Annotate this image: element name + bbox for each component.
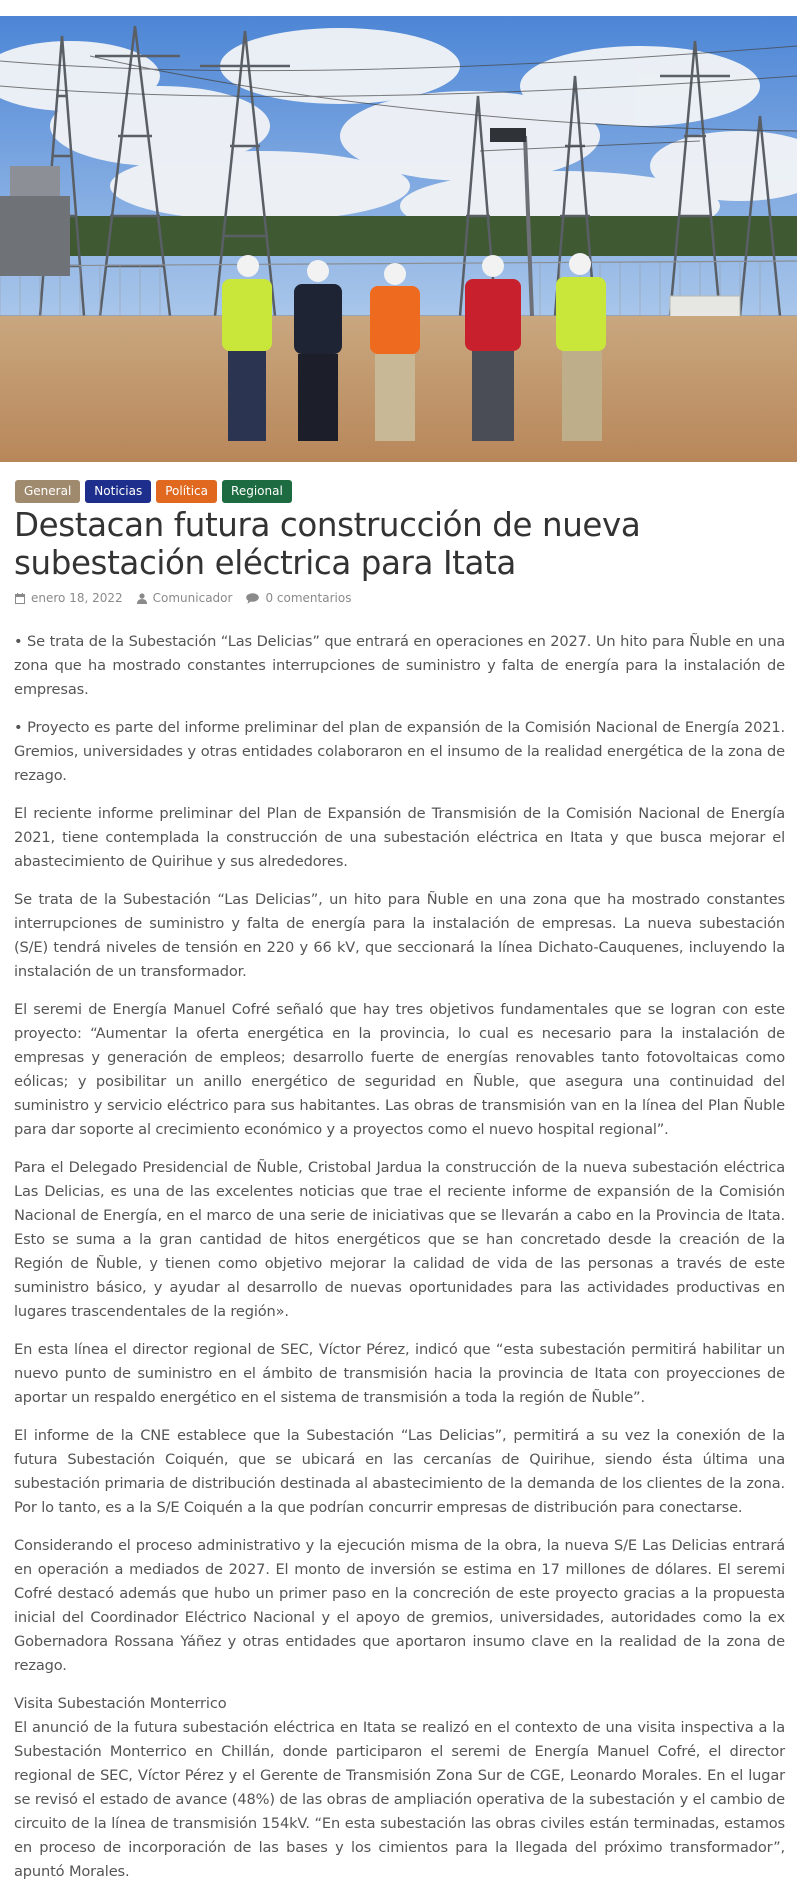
tag-politica[interactable]: Política <box>156 480 217 503</box>
paragraph: El reciente informe preliminar del Plan de Expansión de Transmisión de la Comisión Nacional de Energía 2021, tiene contemplada la construcción de una subestación eléctrica en Itata y que busca mejorar el abastecimiento de Quirihue y sus alrededores. <box>14 805 785 870</box>
comment-icon <box>246 593 259 604</box>
meta-date <box>15 591 123 605</box>
tag-regional[interactable]: Regional <box>222 480 292 503</box>
paragraph: El anunció de la futura subestación eléctrica en Itata se realizó en el contexto de una visita inspectiva a la Subestación Monterrico en Chillán, donde participaron el seremi de Energía Manuel Cofré, el director regional de SEC, Víctor Pérez y el Gerente de Transmisión Zona Sur de CGE, Leonardo Morales. En el lugar se revisó el estado de avance (48%) de las obras de ampliación operativa de la subestación y el cambio de circuito de la línea de transmisión 154kV. “En esta subestación las obras civiles están terminadas, estamos en proceso de incorporación de las bases y los cimientos para la llegada del próximo transformador”, apuntó Morales. <box>14 1719 785 1880</box>
substation-photo <box>0 16 797 462</box>
date-link[interactable]: enero 18, 2022 <box>31 591 123 605</box>
paragraph: En esta línea el director regional de SEC, Víctor Pérez, indicó que “esta subestación permitirá habilitar un nuevo punto de suministro en el ámbito de transmisión hacia la provincia de Itata con proyecciones de aportar un respaldo energético en el sistema de transmisión a toda la región de Ñuble”. <box>14 1341 785 1406</box>
paragraph: El informe de la CNE establece que la Subestación “Las Delicias”, permitirá a su vez la conexión de la futura Subestación Coiquén, que se ubicará en las cercanías de Quirihue, siendo ésta última una subestación primaria de distribución destinada al abastecimiento de la demanda de los clientes de la zona. Por lo tanto, es a la S/E Coiquén a la que podrían concurrir empresas de distribución para conectarse. <box>14 1427 785 1516</box>
paragraph: • Se trata de la Subestación “Las Delicias” que entrará en operaciones en 2027. Un hito para Ñuble en una zona que ha mostrado constantes interrupciones de suministro y falta de energía para la instalación de empresas. <box>14 633 785 698</box>
paragraph: Se trata de la Subestación “Las Delicias”, un hito para Ñuble en una zona que ha mostrado constantes interrupciones de suministro y falta de energía para la instalación de empresas. La nueva subestación (S/E) tendrá niveles de tensión en 220 y 66 kV, que seccionará la línea Dichato-Cauquenes, incluyendo la instalación de un transformador. <box>14 891 785 980</box>
user-icon <box>137 593 147 604</box>
article-content <box>14 630 785 1898</box>
article-meta <box>15 591 365 605</box>
section-subheading: Visita Subestación Monterrico <box>14 1695 227 1712</box>
paragraph: • Proyecto es parte del informe preliminar del plan de expansión de la Comisión Nacional de Energía 2021. Gremios, universidades y otras entidades colaboraron en el insumo de la realidad energética de la zona de rezago. <box>14 719 785 784</box>
meta-author <box>137 591 233 605</box>
meta-comments <box>246 591 351 605</box>
paragraph: Para el Delegado Presidencial de Ñuble, Cristobal Jardua la construcción de la nueva subestación eléctrica Las Delicias, es una de las excelentes noticias que trae el reciente informe de expansión de la Comisión Nacional de Energía, en el marco de una serie de iniciativas que se llevarán a cabo en la Provincia de Itata. Esto se suma a la gran cantidad de hitos energéticos que se han concretado desde la creación de la Región de Ñuble, y tienen como objetivo mejorar la calidad de vida de las personas a través de este suministro básico, y ayudar al desarrollo de nuevas oportunidades para las actividades productivas en lugares trascendentales de la región». <box>14 1159 785 1320</box>
paragraph: Considerando el proceso administrativo y la ejecución misma de la obra, la nueva S/E Las Delicias entrará en operación a mediados de 2027. El monto de inversión se estima en 17 millones de dólares. El seremi Cofré destacó además que hubo un primer paso en la concreción de este proyecto gracias a la propuesta inicial del Coordinador Eléctrico Nacional y el apoyo de gremios, universidades, autoridades como la ex Gobernadora Rossana Yáñez y otras entidades que aportaron insumo clave en la realidad de la zona de rezago. <box>14 1537 785 1674</box>
comments-link[interactable]: 0 comentarios <box>265 591 352 605</box>
calendar-icon <box>15 593 25 604</box>
author-link[interactable]: Comunicador <box>152 591 233 605</box>
paragraph: El seremi de Energía Manuel Cofré señaló que hay tres objetivos fundamentales que se logran con este proyecto: “Aumentar la oferta energética en la provincia, lo cual es necesario para la instalación de empresas y generación de empleos; desarrollo fuerte de energías renovables tanto fotovoltaicas como eólicas; y posibilitar un anillo energético de seguridad en Ñuble, que asegura una continuidad del suministro y servicio eléctrico para sus habitantes. Las obras de transmisión van en la línea del Plan Ñuble para dar soporte al crecimiento económico y a proyectos como el nuevo hospital regional”. <box>14 1001 785 1138</box>
tag-noticias[interactable]: Noticias <box>85 480 151 503</box>
article-title: Destacan futura construcción de nueva subestación eléctrica para Itata <box>14 506 641 582</box>
hero-image <box>0 16 797 462</box>
category-tags <box>15 480 292 503</box>
tag-general[interactable]: General <box>15 480 80 503</box>
